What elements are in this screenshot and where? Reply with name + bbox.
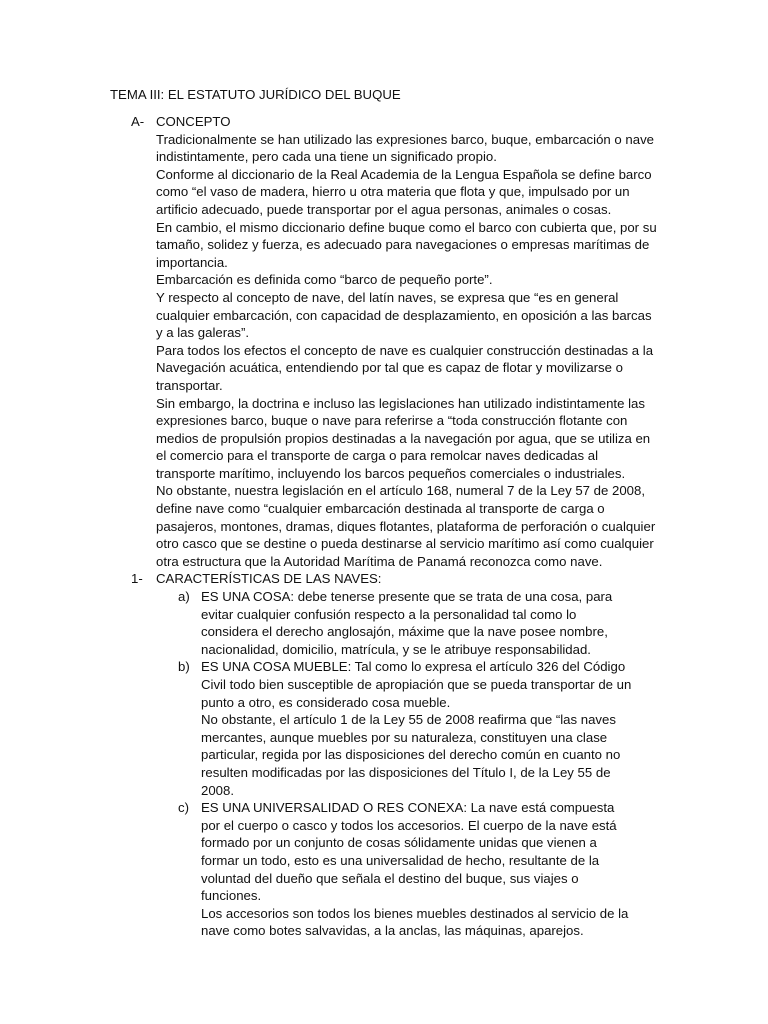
list-item bbox=[178, 658, 633, 799]
paragraph: Embarcación es definida como “barco de pequeño porte”. bbox=[156, 272, 493, 288]
list-item-text: ES UNA COSA MUEBLE: Tal como lo expresa el artículo 326 del Código Civil todo bien susceptible de apropiación que se pueda transportar de un punto a otro, es considerado cosa mueble. bbox=[201, 659, 632, 710]
paragraph: Sin embargo, la doctrina e incluso las legislaciones han utilizado indistintamente las expresiones barco, buque o nave para referirse a “toda construcción flotante con medios de propulsión propios destinadas a la navegación por agua, que se utiliza en el comercio para el transporte de carga o para remolcar naves dedicadas al transporte marítimo, incluyendo los barcos pequeños comerciales o industriales. bbox=[156, 395, 651, 481]
paragraph: Y respecto al concepto de nave, del latín naves, se expresa que “es en general cualquier embarcación, con capacidad de desplazamiento, en oposición a las barcas y a las galeras”. bbox=[156, 289, 652, 341]
list-item-text: ES UNA UNIVERSALIDAD O RES CONEXA: La nave está compuesta por el cuerpo o casco y todos los accesorios. El cuerpo de la nave está formado por un conjunto de cosas sólidamente unidas que vienen a formar un todo, esto es una universalidad de hecho, resultante de la voluntad del dueño que señala el destino del buque, sus viajes o funciones. bbox=[201, 800, 617, 904]
section-a-marker: A- bbox=[131, 114, 145, 129]
list-item-text: ES UNA COSA: debe tenerse presente que se trata de una cosa, para evitar cualquier confusión respecto a la personalidad tal como lo considera el derecho anglosajón, máxime que la nave posee nombre, nacionalidad, domicilio, matrícula, y se le atribuye responsabilidad. bbox=[201, 589, 613, 657]
section-a-heading: CONCEPTO bbox=[156, 114, 231, 129]
paragraph: Tradicionalmente se han utilizado las expresiones barco, buque, embarcación o nave indistintamente, pero cada una tiene un significado propio. bbox=[156, 131, 655, 165]
document-title: TEMA III: EL ESTATUTO JURÍDICO DEL BUQUE bbox=[110, 87, 401, 102]
characteristics-list bbox=[178, 588, 633, 940]
section-a-body bbox=[131, 113, 661, 940]
subsection-1-heading-row bbox=[131, 570, 661, 588]
paragraph: Conforme al diccionario de la Real Academia de la Lengua Española se define barco como “el vaso de madera, hierro u otra materia que flota y que, impulsado por un artificio adecuado, puede transportar por el agua personas, animales o cosas. bbox=[156, 166, 652, 217]
paragraph: No obstante, nuestra legislación en el artículo 168, numeral 7 de la Ley 57 de 2008, define nave como “cualquier embarcación destinada al transporte de carga o pasajeros, montones, dramas, diques flotantes, plataforma de perforación o cualquier otro casco que se destine o pueda destinarse al servicio marítimo así como cualquier otra estructura que la Autoridad Marítima de Panamá reconozca como nave. bbox=[156, 483, 656, 569]
subsection-1-heading: CARACTERÍSTICAS DE LAS NAVES: bbox=[156, 571, 382, 587]
paragraph: Para todos los efectos el concepto de nave es cualquier construcción destinadas a la Navegación acuática, entendiendo por tal que es capaz de flotar y movilizarse o transportar. bbox=[156, 342, 654, 393]
subsection-1-number: 1- bbox=[131, 571, 143, 587]
list-item bbox=[178, 799, 633, 940]
paragraph: En cambio, el mismo diccionario define buque como el barco con cubierta que, por su tamaño, solidez y fuerza, es adecuado para navegaciones o empresas marítimas de importancia. bbox=[156, 219, 657, 270]
list-item-text: No obstante, el artículo 1 de la Ley 55 de 2008 reafirma que “las naves mercantes, aunque muebles por su naturaleza, constituyen una clase particular, regida por las disposiciones del derecho común en cuanto no resulten modificadas por las disposiciones del Título I, de la Ley 55 de 2008. bbox=[201, 712, 621, 798]
list-item bbox=[178, 588, 633, 658]
list-item-letter: c) bbox=[178, 800, 189, 816]
list-item-letter: a) bbox=[178, 589, 190, 605]
list-item-letter: b) bbox=[178, 659, 190, 675]
list-item-text: Los accesorios son todos los bienes muebles destinados al servicio de la nave como botes salvavidas, a la anclas, las máquinas, aparejos. bbox=[201, 905, 629, 939]
